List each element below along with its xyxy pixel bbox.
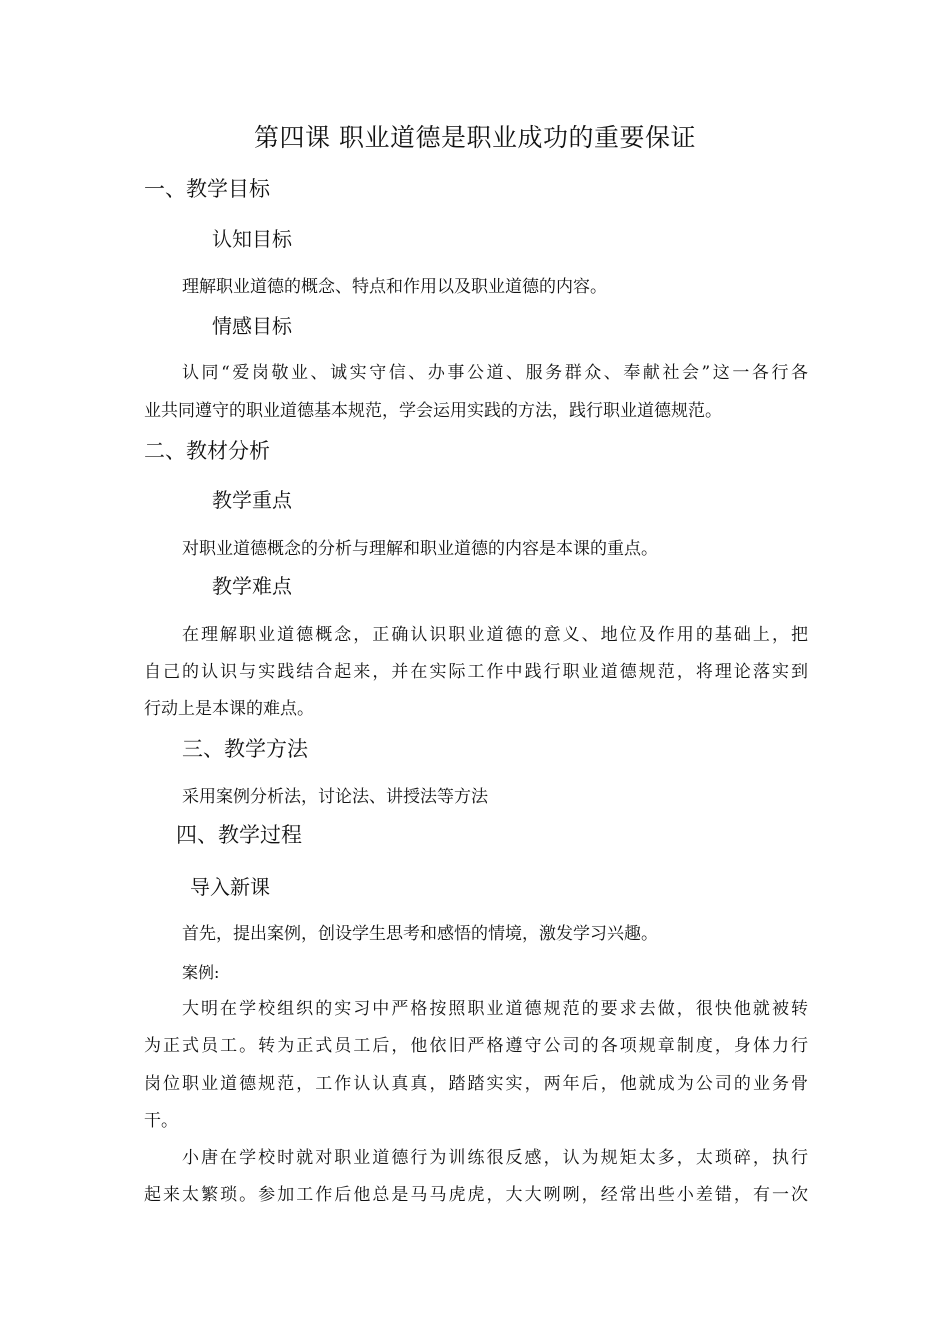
difficulties-line-2: 自己的认识与实践结合起来，并在实际工作中践行职业道德规范，将理论落实到	[144, 662, 808, 682]
introduction-text: 首先，提出案例，创设学生思考和感悟的情境，激发学习兴趣。	[182, 924, 658, 944]
section-heading-material-analysis: 二、教材分析	[144, 439, 270, 463]
case-label: 案例:	[182, 963, 220, 982]
section-heading-methods: 三、教学方法	[182, 737, 308, 761]
emotional-goal-line-1: 认同“爱岗敬业、诚实守信、办事公道、服务群众、奉献社会”这一各行各	[182, 363, 808, 383]
case1-line-3: 岗位职业道德规范，工作认认真真，踏踏实实，两年后，他就成为公司的业务骨	[144, 1074, 808, 1094]
case2-line-2: 起来太繁琐。参加工作后他总是马马虎虎，大大咧咧，经常出些小差错，有一次	[144, 1185, 808, 1205]
case1-line-1: 大明在学校组织的实习中严格按照职业道德规范的要求去做，很快他就被转	[182, 999, 808, 1019]
case1-line-4: 干。	[144, 1111, 178, 1131]
key-points-text: 对职业道德概念的分析与理解和职业道德的内容是本课的重点。	[182, 539, 658, 559]
section-heading-process: 四、教学过程	[176, 823, 302, 847]
subheading-introduction: 导入新课	[190, 875, 270, 899]
case2-line-1: 小唐在学校时就对职业道德行为训练很反感，认为规矩太多，太琐碎，执行	[182, 1148, 808, 1168]
case1-line-2: 为正式员工。转为正式员工后，他依旧严格遵守公司的各项规章制度，身体力行	[144, 1036, 808, 1056]
subheading-difficulties: 教学难点	[212, 574, 292, 598]
difficulties-line-1: 在理解职业道德概念，正确认识职业道德的意义、地位及作用的基础上，把	[182, 625, 808, 645]
subheading-cognitive-goal: 认知目标	[212, 227, 292, 251]
methods-text: 采用案例分析法，讨论法、讲授法等方法	[182, 787, 488, 807]
document-title: 第四课 职业道德是职业成功的重要保证	[254, 123, 696, 152]
section-heading-objectives: 一、教学目标	[144, 177, 270, 201]
subheading-emotional-goal: 情感目标	[212, 314, 292, 338]
emotional-goal-line-2: 业共同遵守的职业道德基本规范，学会运用实践的方法，践行职业道德规范。	[144, 401, 722, 421]
subheading-key-points: 教学重点	[212, 488, 292, 512]
cognitive-goal-text: 理解职业道德的概念、特点和作用以及职业道德的内容。	[182, 277, 607, 297]
difficulties-line-3: 行动上是本课的难点。	[144, 699, 314, 719]
